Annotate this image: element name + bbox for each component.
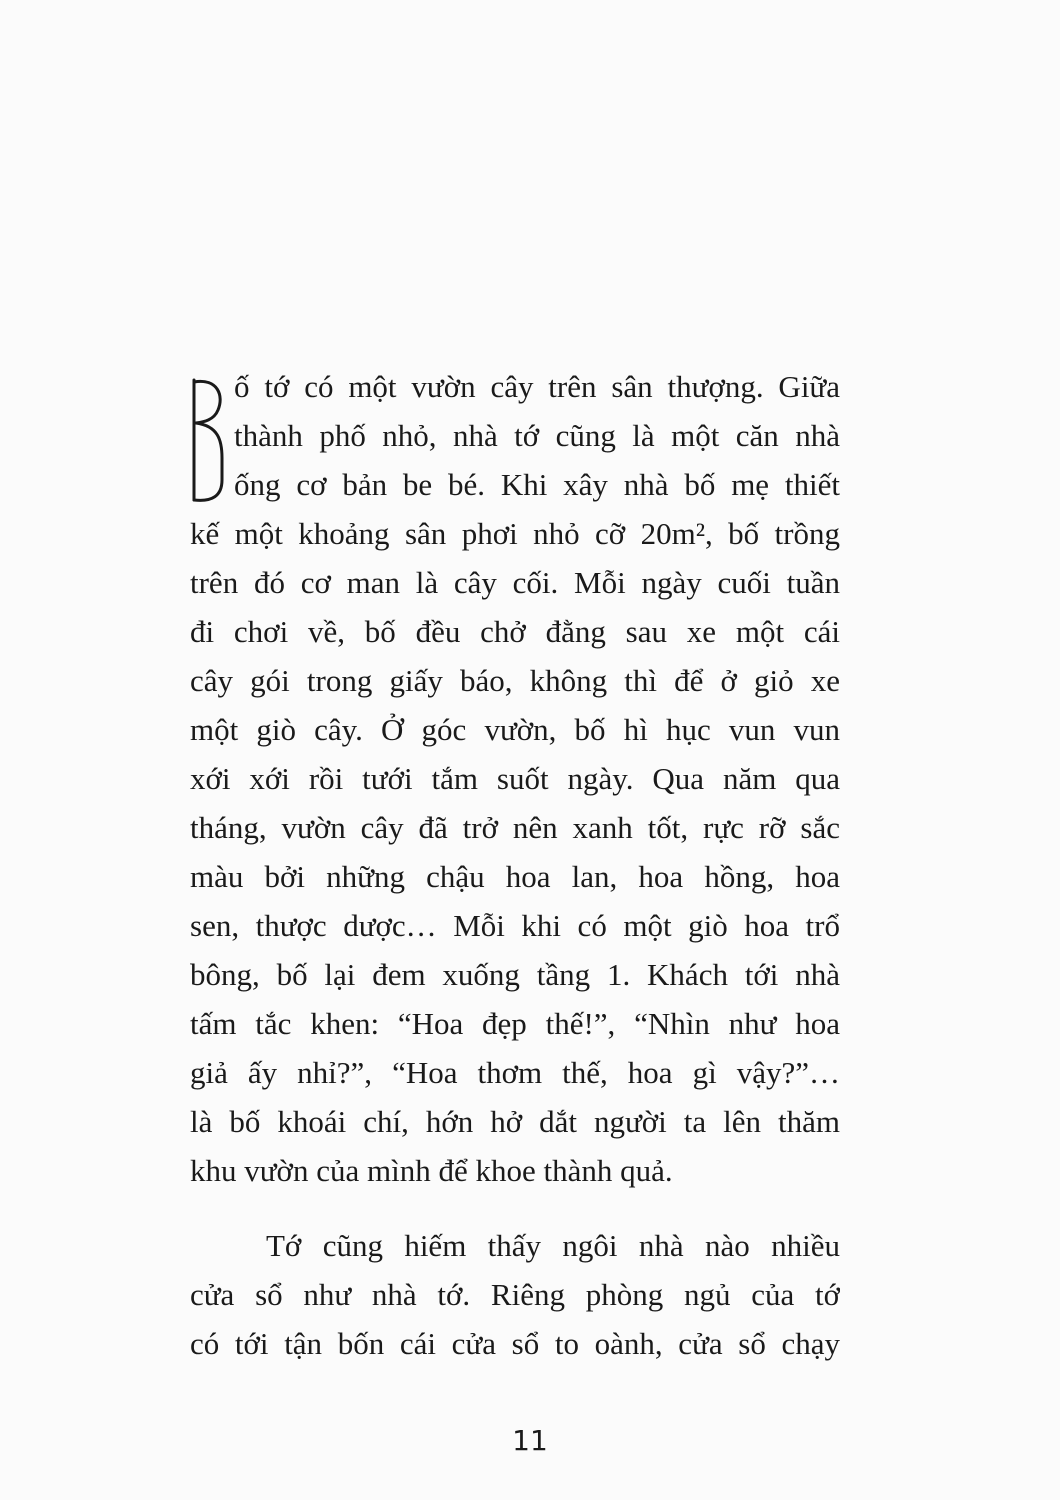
text-line: khu vườn của mình để khoe thành quả. xyxy=(190,1153,673,1188)
text-line: đi chơi về, bố đều chở đằng sau xe một cái xyxy=(190,614,840,649)
paragraph-spacer xyxy=(190,1195,840,1221)
text-line: ống cơ bản be bé. Khi xây nhà bố mẹ thiết xyxy=(234,467,840,502)
paragraph-2 xyxy=(190,1221,840,1368)
text-line: tháng, vườn cây đã trở nên xanh tốt, rực rỡ sắc xyxy=(190,810,840,845)
text-line: sen, thược dược… Mỗi khi có một giò hoa trổ xyxy=(190,908,840,943)
text-line: tấm tắc khen: “Hoa đẹp thế!”, “Nhìn như hoa xyxy=(190,1006,840,1041)
text-line: thành phố nhỏ, nhà tớ cũng là một căn nhà xyxy=(234,418,840,453)
text-line: có tới tận bốn cái cửa sổ to oành, cửa sổ chạy xyxy=(190,1326,840,1361)
text-line: bông, bố lại đem xuống tầng 1. Khách tới nhà xyxy=(190,957,840,992)
text-line: màu bởi những chậu hoa lan, hoa hồng, hoa xyxy=(190,859,840,894)
text-line: ố tớ có một vườn cây trên sân thượng. Giữa xyxy=(234,369,840,404)
body-text xyxy=(190,362,840,1368)
page-number: 11 xyxy=(512,1424,548,1457)
paragraph-1 xyxy=(190,362,840,1195)
text-line: giả ấy nhỉ?”, “Hoa thơm thế, hoa gì vậy?”… xyxy=(190,1055,840,1090)
text-line: trên đó cơ man là cây cối. Mỗi ngày cuối tuần xyxy=(190,565,840,600)
text-line: cửa sổ như nhà tớ. Riêng phòng ngủ của tớ xyxy=(190,1277,840,1312)
text-line: là bố khoái chí, hớn hở dắt người ta lên thăm xyxy=(190,1104,840,1139)
text-line: kế một khoảng sân phơi nhỏ cỡ 20m², bố trồng xyxy=(190,516,840,551)
text-line: xới xới rồi tưới tắm suốt ngày. Qua năm qua xyxy=(190,761,840,796)
drop-cap-letter-b xyxy=(188,376,228,506)
text-line: Tớ cũng hiếm thấy ngôi nhà nào nhiều xyxy=(266,1228,840,1263)
text-line: một giò cây. Ở góc vườn, bố hì hục vun vun xyxy=(190,712,840,747)
text-line: cây gói trong giấy báo, không thì để ở giỏ xe xyxy=(190,663,840,698)
